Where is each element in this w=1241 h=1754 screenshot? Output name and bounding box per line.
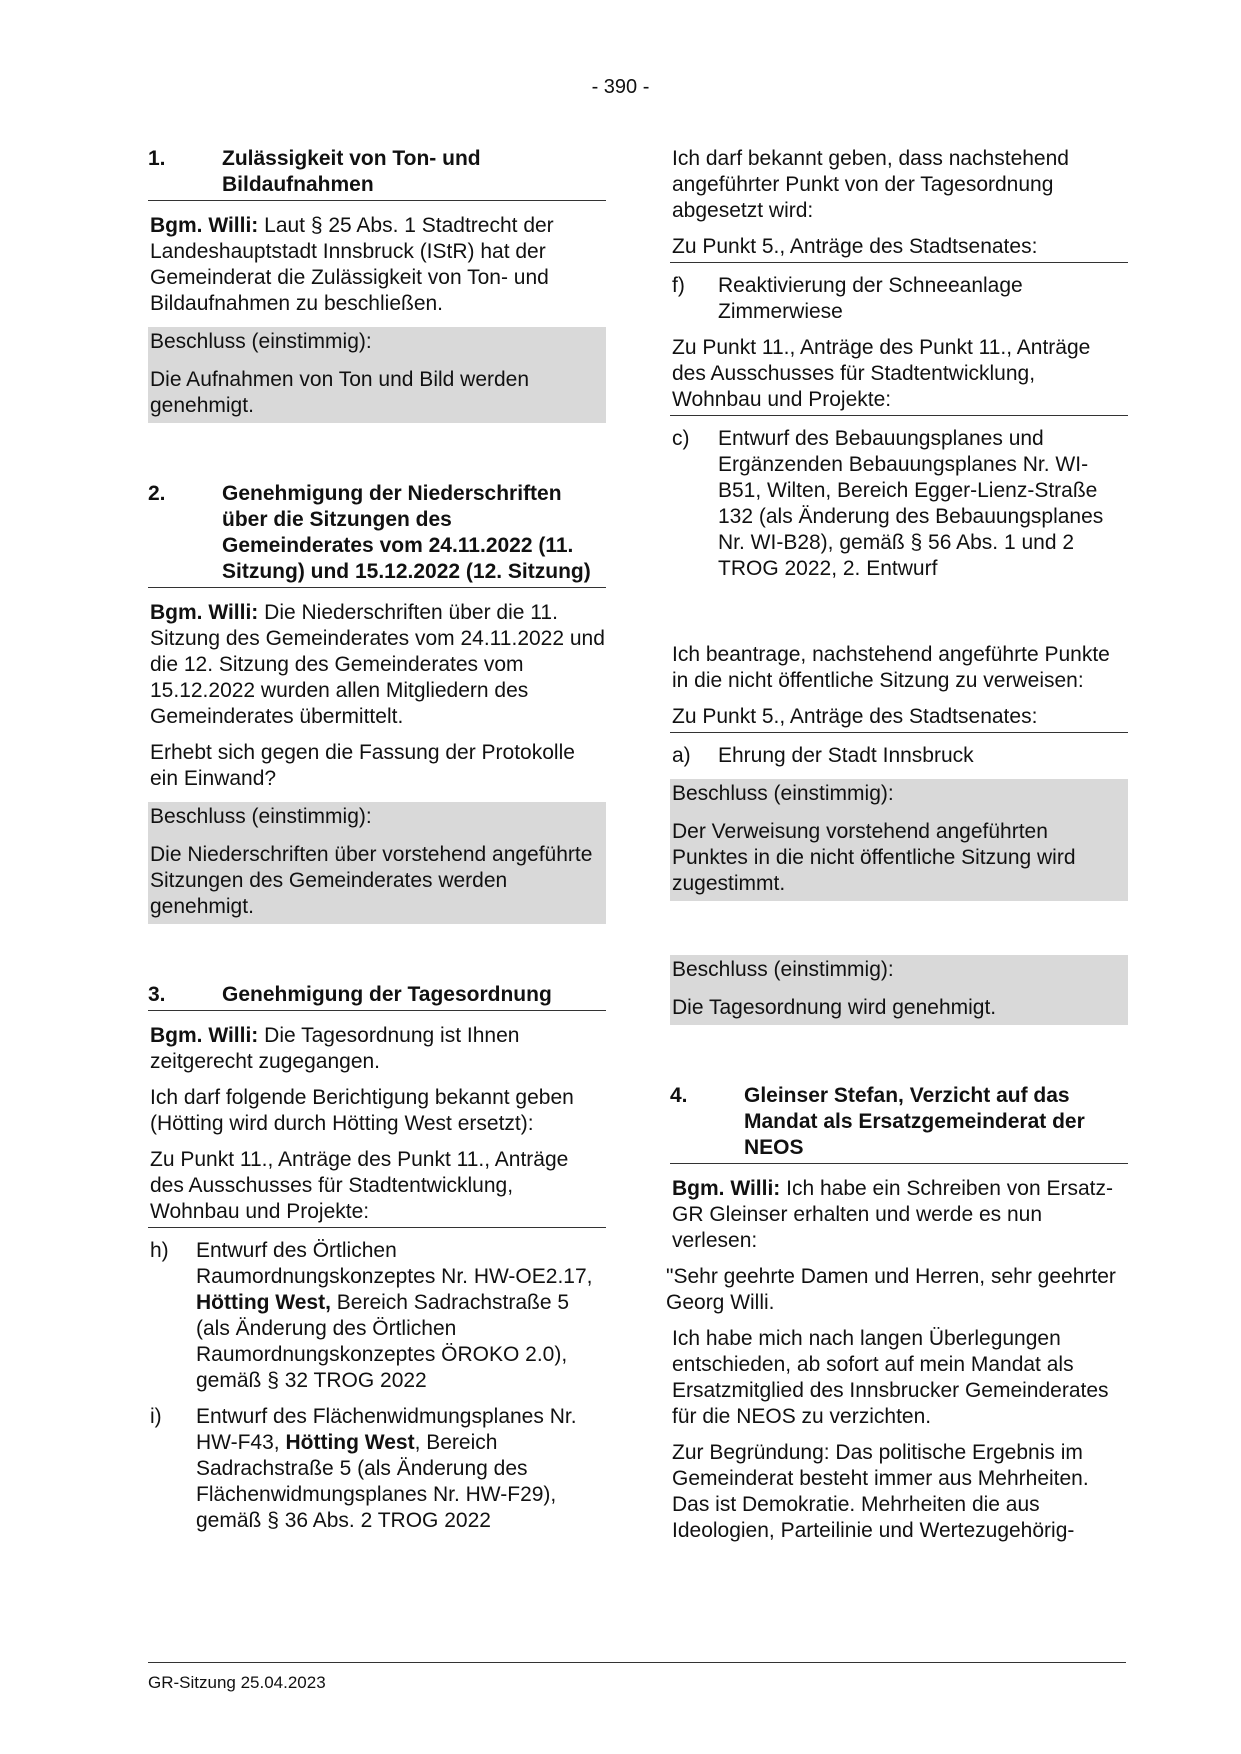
- speech-text: Ich habe ein Schreiben von Ersatz-GR Gleinser erhalten und werde es nun verlesen:: [672, 1177, 1114, 1252]
- agenda-subheading: Zu Punkt 11., Anträge des Punkt 11., Anträge des Ausschusses für Stadtentwicklung, Wohnbau und Projekte:: [148, 1147, 606, 1228]
- speech-text: Die Tagesordnung ist Ihnen zeitgerecht zugegangen.: [150, 1024, 520, 1073]
- footer-divider: [148, 1662, 1126, 1663]
- section-title: Genehmigung der Tagesordnung: [222, 983, 552, 1006]
- speech-paragraph: [670, 1176, 1128, 1254]
- decision-label: Beschluss (einstimmig):: [670, 779, 1128, 815]
- decision-label: Beschluss (einstimmig):: [148, 802, 606, 838]
- speaker-label: Bgm. Willi:: [150, 601, 259, 624]
- right-column: [666, 146, 1128, 1554]
- agenda-item-a: [670, 743, 1128, 769]
- speech-paragraph: [148, 1023, 606, 1075]
- left-column: [148, 146, 606, 1544]
- item-text: [196, 1238, 606, 1394]
- section-number: 1.: [148, 147, 166, 170]
- agenda-subheading: Zu Punkt 5., Anträge des Stadtsenates:: [670, 234, 1128, 263]
- speech-paragraph: [148, 600, 606, 730]
- item-text: Ehrung der Stadt Innsbruck: [718, 744, 974, 767]
- section-number: 2.: [148, 482, 166, 505]
- speaker-label: Bgm. Willi:: [150, 1024, 259, 1047]
- section-title: Zulässigkeit von Ton- und Bildaufnahmen: [222, 147, 481, 196]
- item-text-part: Entwurf des Flächenwidmungsplanes Nr. HW-F43,: [196, 1405, 577, 1454]
- intro-paragraph: Ich darf bekannt geben, dass nachstehend angeführter Punkt von der Tagesordnung abgesetzt wird:: [672, 147, 1069, 222]
- section-title: Gleinser Stefan, Verzicht auf das Mandat als Ersatzgemeinderat der NEOS: [744, 1084, 1085, 1159]
- quote-paragraph: "Sehr geehrte Damen und Herren, sehr geehrter Georg Willi.: [666, 1265, 1116, 1314]
- decision-text: Die Aufnahmen von Ton und Bild werden genehmigt.: [148, 363, 606, 423]
- item-text: [196, 1404, 606, 1534]
- decision-label: Beschluss (einstimmig):: [148, 327, 606, 363]
- decision-text: Die Tagesordnung wird genehmigt.: [670, 991, 1128, 1025]
- agenda-subheading: Zu Punkt 11., Anträge des Punkt 11., Anträge des Ausschusses für Stadtentwicklung, Wohnbau und Projekte:: [670, 335, 1128, 416]
- agenda-subheading: Zu Punkt 5., Anträge des Stadtsenates:: [670, 704, 1128, 733]
- item-label: c): [672, 427, 690, 450]
- proposal-paragraph: Ich beantrage, nachstehend angeführte Punkte in die nicht öffentliche Sitzung zu verweisen:: [672, 643, 1110, 692]
- item-label: f): [672, 274, 685, 297]
- item-text-bold: Hötting West,: [196, 1291, 331, 1314]
- speech-text: Laut § 25 Abs. 1 Stadtrecht der Landeshauptstadt Innsbruck (IStR) hat der Gemeinderat die Zulässigkeit von Ton- und Bildaufnahmen zu beschließen.: [150, 214, 554, 315]
- item-text: Entwurf des Bebauungsplanes und Ergänzenden Bebauungsplanes Nr. WI-B51, Wilten, Bereich Egger-Lienz-Straße 132 (als Änderung des Bebauungsplanes Nr. WI-B28), gemäß § 56 Abs. 1 und 2 TROG 2022, 2. Entwurf: [718, 427, 1104, 580]
- section-heading-3: [148, 982, 606, 1011]
- page-number: - 390 -: [591, 76, 650, 98]
- item-text-part: , Bereich Sadrachstraße 5 (als Änderung des Flächenwidmungsplanes Nr. HW-F29), gemäß § 36 Abs. 2 TROG 2022: [196, 1431, 557, 1532]
- item-label: a): [672, 744, 691, 767]
- agenda-item-c: [670, 426, 1128, 582]
- speaker-label: Bgm. Willi:: [150, 214, 259, 237]
- agenda-item-i: [148, 1404, 606, 1534]
- quote-paragraph: Ich habe mich nach langen Überlegungen entschieden, ab sofort auf mein Mandat als Ersatzmitglied des Innsbrucker Gemeinderates für die NEOS zu verzichten.: [672, 1327, 1109, 1428]
- item-text-bold: Hötting West: [285, 1431, 415, 1454]
- item-label: h): [150, 1239, 169, 1262]
- decision-label: Beschluss (einstimmig):: [670, 955, 1128, 991]
- speech-paragraph: [148, 213, 606, 317]
- section-heading-2: [148, 481, 606, 588]
- question-paragraph: Erhebt sich gegen die Fassung der Protokolle ein Einwand?: [150, 741, 575, 790]
- decision-text: Die Niederschriften über vorstehend angeführte Sitzungen des Gemeinderates werden genehmigt.: [148, 838, 606, 924]
- correction-paragraph: Ich darf folgende Berichtigung bekannt geben (Hötting wird durch Hötting West ersetzt):: [150, 1086, 574, 1135]
- item-text: Reaktivierung der Schneeanlage Zimmerwiese: [718, 274, 1023, 323]
- item-label: i): [150, 1405, 162, 1428]
- item-text-part: Bereich Sadrachstraße 5 (als Änderung des Örtlichen Raumordnungskonzeptes ÖROKO 2.0), gemäß § 32 TROG 2022: [196, 1291, 570, 1392]
- section-heading-1: [148, 146, 606, 201]
- decision-text: Der Verweisung vorstehend angeführten Punktes in die nicht öffentliche Sitzung wird zugestimmt.: [670, 815, 1128, 901]
- section-number: 3.: [148, 983, 166, 1006]
- item-text-part: Entwurf des Örtlichen Raumordnungskonzeptes Nr. HW-OE2.17,: [196, 1239, 593, 1288]
- section-number: 4.: [670, 1084, 688, 1107]
- speech-text: Die Niederschriften über die 11. Sitzung des Gemeinderates vom 24.11.2022 und die 12. Sitzung des Gemeinderates vom 15.12.2022 wurden allen Mitgliedern des Gemeinderates übermittelt.: [150, 601, 605, 728]
- agenda-item-h: [148, 1238, 606, 1394]
- section-title: Genehmigung der Niederschriften über die Sitzungen des Gemeinderates vom 24.11.2022 (11. Sitzung) und 15.12.2022 (12. Sitzung): [222, 482, 591, 583]
- agenda-item-f: [670, 273, 1128, 325]
- quote-paragraph: Zur Begründung: Das politische Ergebnis im Gemeinderat besteht immer aus Mehrheiten. Das ist Demokratie. Mehrheiten die aus Ideologien, Parteilinie und Wertezugehörig-: [672, 1441, 1089, 1542]
- speaker-label: Bgm. Willi:: [672, 1177, 781, 1200]
- footer-text: GR-Sitzung 25.04.2023: [148, 1673, 326, 1692]
- section-heading-4: [670, 1083, 1128, 1164]
